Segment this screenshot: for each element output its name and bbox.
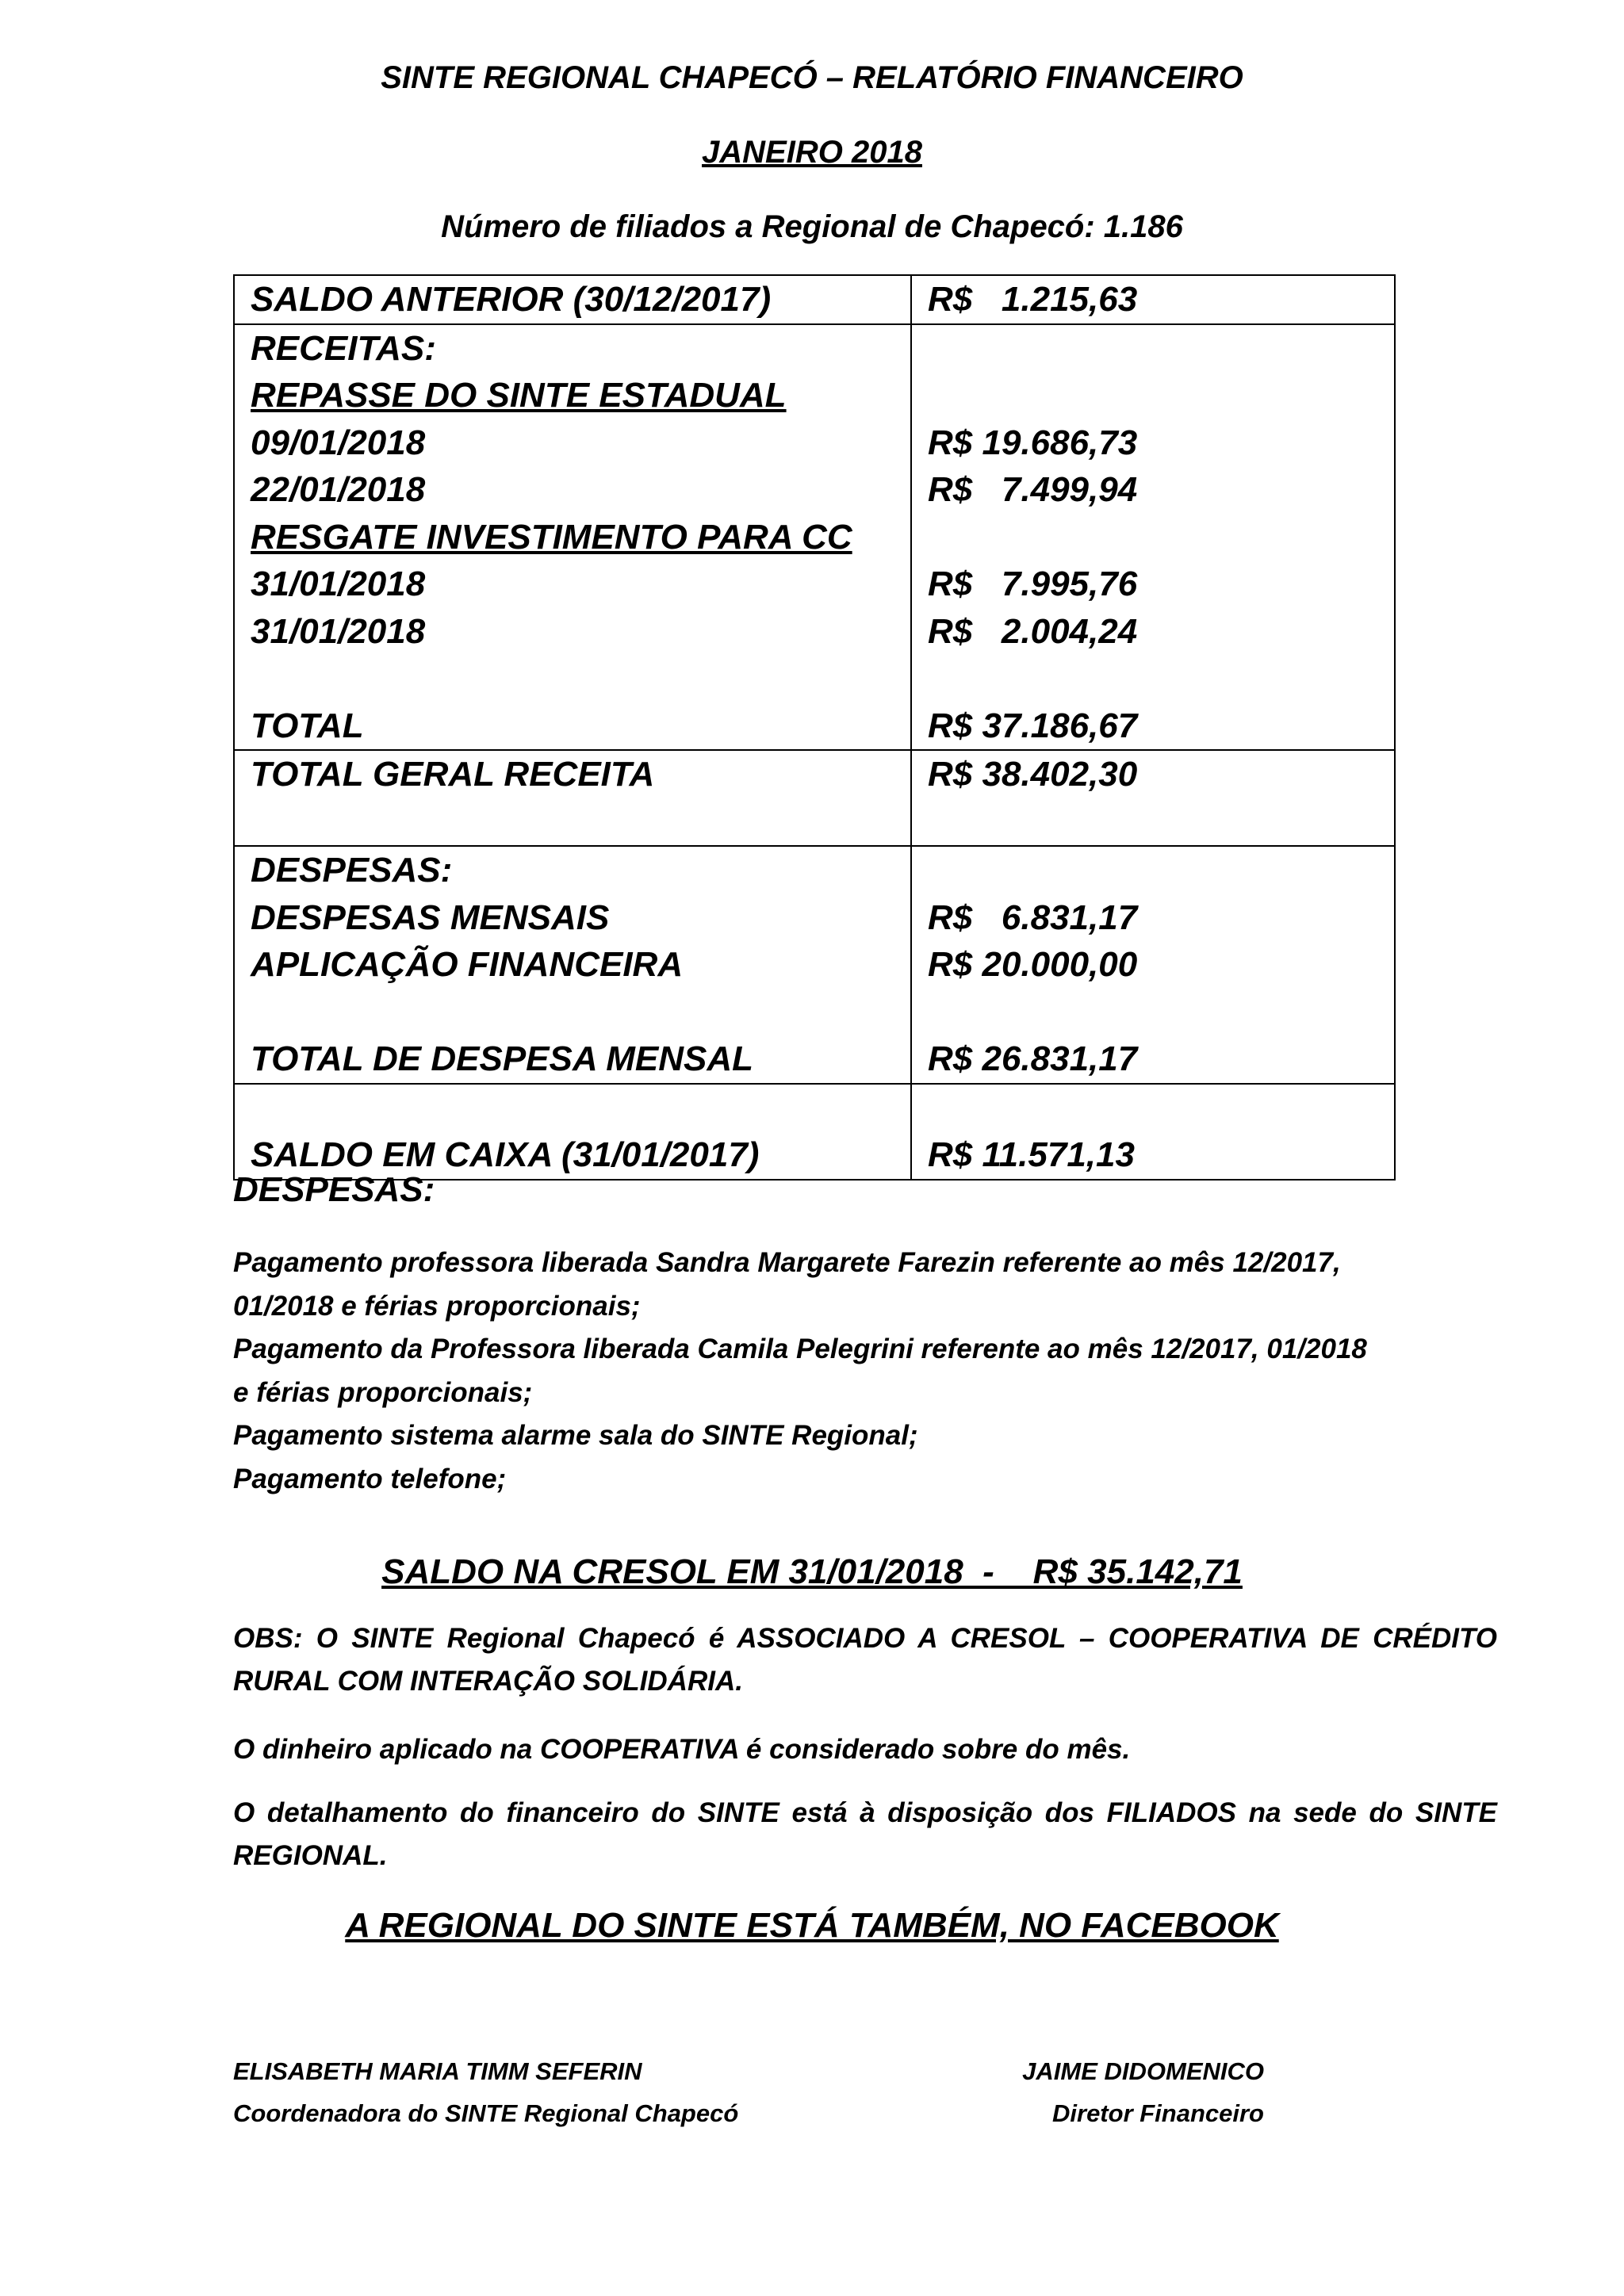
signature-role: Coordenadora do SINTE Regional Chapecó [233, 2099, 739, 2127]
signature-left [233, 2050, 738, 2134]
signature-name: ELISABETH MARIA TIMM SEFERIN [233, 2057, 642, 2085]
despesa-label: DESPESAS MENSAIS [251, 897, 610, 937]
despesas-total-value: R$ 26.831,17 [928, 1039, 1138, 1078]
repasse-value: R$ 7.499,94 [928, 470, 1138, 509]
despesa-value: R$ 20.000,00 [928, 945, 1138, 984]
saldo-anterior-label: SALDO ANTERIOR (30/12/2017) [251, 280, 772, 319]
signature-name: JAIME DIDOMENICO [1022, 2057, 1264, 2085]
repasse-date: 09/01/2018 [251, 423, 426, 462]
detalhe-note: O detalhamento do financeiro do SINTE está à disposição dos FILIADOS na sede do SINTE REGIONAL. [233, 1797, 1497, 1871]
row-despesas [234, 846, 1395, 1084]
despesas-section-heading: DESPESAS: [233, 1170, 435, 1209]
resgate-heading: RESGATE INVESTIMENTO PARA CC [251, 517, 852, 557]
members-count: Número de filiados a Regional de Chapecó: 1.186 [441, 209, 1183, 244]
dinheiro-note: O dinheiro aplicado na COOPERATIVA é considerado sobre do mês. [233, 1734, 1131, 1765]
receitas-total-label: TOTAL [251, 706, 364, 745]
report-month: JANEIRO 2018 [702, 135, 922, 170]
list-item: Pagamento da Professora liberada Camila Pelegrini referente ao mês 12/2017, 01/2018 [233, 1334, 1367, 1364]
row-total-geral [234, 750, 1395, 846]
list-item: Pagamento telefone; [233, 1463, 507, 1494]
saldo-anterior-value: R$ 1.215,63 [928, 280, 1138, 319]
signature-right [1002, 2050, 1264, 2134]
cresol-balance: SALDO NA CRESOL EM 31/01/2018 - R$ 35.142,71 [381, 1552, 1243, 1591]
receitas-total-value: R$ 37.186,67 [928, 706, 1138, 745]
despesas-total-label: TOTAL DE DESPESA MENSAL [251, 1039, 754, 1078]
despesas-heading: DESPESAS: [251, 851, 453, 890]
row-saldo-caixa [234, 1084, 1395, 1180]
repasse-value: R$ 19.686,73 [928, 423, 1138, 462]
total-geral-value: R$ 38.402,30 [928, 755, 1138, 794]
list-item: Pagamento sistema alarme sala do SINTE Regional; [233, 1420, 918, 1451]
row-saldo-anterior [234, 275, 1395, 324]
resgate-value: R$ 7.995,76 [928, 564, 1138, 603]
obs-note: OBS: O SINTE Regional Chapecó é ASSOCIADO A CRESOL – COOPERATIVA DE CRÉDITO RURAL COM INTERAÇÃO SOLIDÁRIA. [233, 1623, 1497, 1697]
resgate-date: 31/01/2018 [251, 564, 426, 603]
despesa-label: APLICAÇÃO FINANCEIRA [251, 945, 684, 984]
row-receitas [234, 324, 1395, 751]
list-item: 01/2018 e férias proporcionais; [233, 1290, 641, 1322]
total-geral-label: TOTAL GERAL RECEITA [251, 755, 655, 794]
repasse-heading: REPASSE DO SINTE ESTADUAL [251, 376, 787, 415]
financial-table [233, 274, 1396, 1181]
saldo-caixa-value: R$ 11.571,13 [928, 1135, 1135, 1174]
saldo-caixa-label: SALDO EM CAIXA (31/01/2017) [251, 1135, 760, 1174]
despesas-list [233, 1242, 1470, 1501]
despesa-value: R$ 6.831,17 [928, 897, 1138, 937]
receitas-heading: RECEITAS: [251, 328, 436, 368]
report-title: SINTE REGIONAL CHAPECÓ – RELATÓRIO FINANCEIRO [381, 60, 1243, 95]
resgate-value: R$ 2.004,24 [928, 611, 1138, 651]
facebook-notice: A REGIONAL DO SINTE ESTÁ TAMBÉM, NO FACEBOOK [345, 1906, 1279, 1945]
resgate-date: 31/01/2018 [251, 611, 426, 651]
list-item: e férias proporcionais; [233, 1376, 533, 1408]
signature-role: Diretor Financeiro [1052, 2099, 1264, 2127]
repasse-date: 22/01/2018 [251, 470, 426, 509]
list-item: Pagamento professora liberada Sandra Margarete Farezin referente ao mês 12/2017, [233, 1247, 1341, 1278]
